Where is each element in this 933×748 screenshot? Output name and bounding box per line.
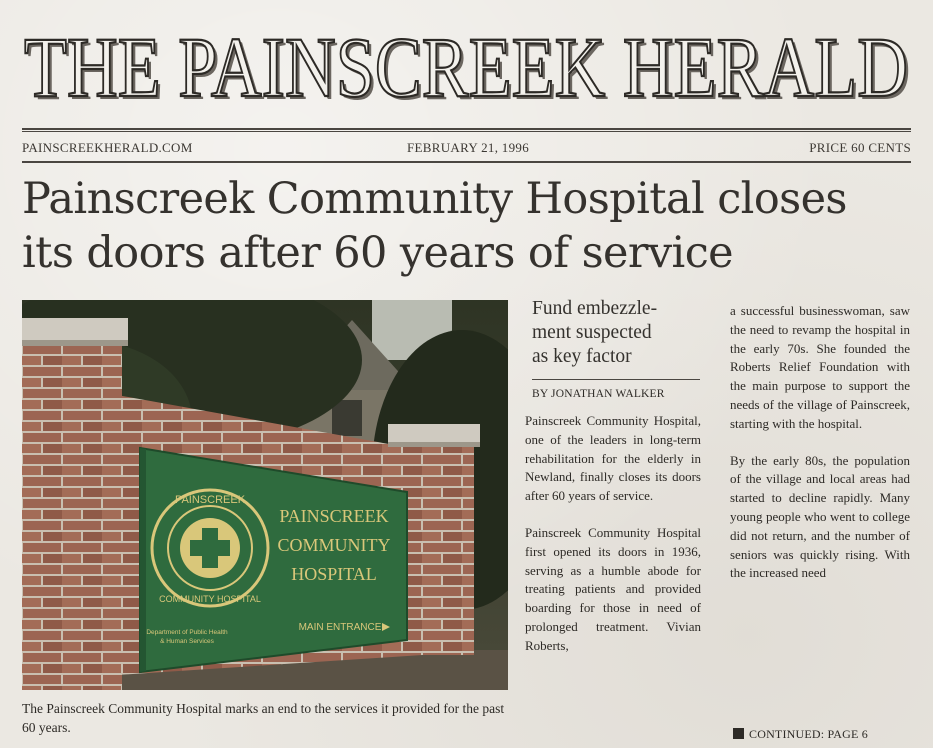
sign-line-2: COMMUNITY: [277, 535, 391, 555]
headline-line-1: Painscreek Community Hospital closes: [22, 174, 847, 224]
subhead-line-3: as key factor: [532, 346, 632, 367]
bottom-rule: [22, 161, 911, 163]
sign-dept-line-2: & Human Services: [160, 638, 214, 645]
sign-entrance: MAIN ENTRANCE: [298, 622, 382, 633]
website-link[interactable]: PAINSCREEKHERALD.COM: [22, 140, 193, 155]
article-column-2: [730, 302, 910, 601]
issue-date: FEBRUARY 21, 1996: [407, 140, 529, 155]
masthead: [18, 8, 915, 120]
masthead-title: THE PAINSCREEK HERALD: [24, 19, 908, 115]
info-bar: [22, 138, 911, 156]
headline-line-2: its doors after 60 years of service: [22, 228, 734, 278]
article-photo: [22, 300, 508, 690]
column-1-paragraph-2: Painscreek Community Hospital first opened its doors in 1936, serving as a humble abode for treating patients and provided boarding for those in need of prolonged treatment. Vivian Roberts,: [525, 524, 701, 653]
photo-caption: The Painscreek Community Hospital marks an end to the services it provided for the past 60 years.: [22, 701, 505, 735]
top-rule-thin: [22, 131, 911, 132]
sign-line-1: PAINSCREEK: [279, 506, 389, 526]
continued-label: CONTINUED: PAGE 6: [749, 727, 868, 741]
sign-seal-bottom: COMMUNITY HOSPITAL: [159, 594, 261, 604]
article-subhead: [532, 297, 700, 369]
subhead-rule: [532, 379, 700, 380]
column-2-paragraph-2: By the early 80s, the population of the village and local areas had started to decline rapidly. Many young people who went to college did not return, and the number of seniors was quickly rising. With the increased need: [730, 452, 910, 581]
sign-dept-line-1: Department of Public Health: [146, 629, 228, 636]
issue-price: PRICE 60 CENTS: [809, 140, 911, 155]
subhead-line-2: ment suspected: [532, 322, 652, 343]
article-byline: BY JONATHAN WALKER: [532, 388, 665, 400]
masthead-shadow: THE PAINSCREEK HERALD: [27, 22, 911, 118]
article-headline: [22, 172, 912, 280]
sign-line-3: HOSPITAL: [291, 564, 377, 584]
continued-link[interactable]: [733, 727, 868, 742]
hospital-sign-illustration: [22, 300, 508, 690]
sign-seal-top: PAINSCREEK: [174, 494, 246, 506]
column-2-paragraph-1: a successful businesswoman, saw the need to revamp the hospital in the early 70s. She founded the Roberts Relief Foundation with the main purpose to support the needs of the village of Painscreek, starting with the hospital.: [730, 303, 910, 431]
top-rule: [22, 128, 911, 130]
subhead-line-1: Fund embezzle-: [532, 298, 658, 319]
column-1-paragraph-1: Painscreek Community Hospital, one of the leaders in long-term rehabilitation for the elderly in Newland, finally closes its doors after 60 years of service.: [525, 413, 701, 504]
square-bullet-icon: [733, 728, 744, 739]
article-column-1: [525, 412, 701, 674]
